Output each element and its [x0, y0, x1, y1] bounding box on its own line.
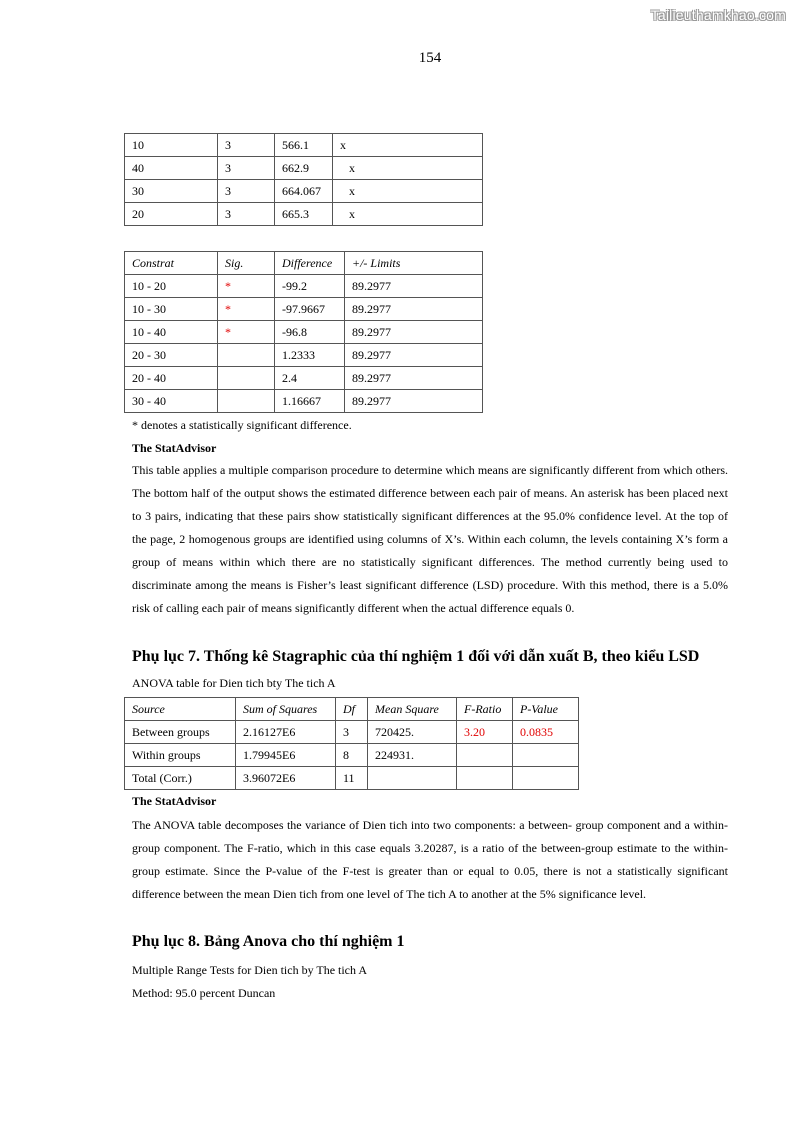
statadvisor-title: The StatAdvisor [132, 441, 217, 455]
table-row [125, 767, 579, 790]
mean-square-cell [368, 767, 457, 790]
group-cell: x [333, 134, 483, 157]
count-cell: 3 [218, 157, 275, 180]
table-row [125, 203, 483, 226]
df-cell: 3 [336, 721, 368, 744]
homogeneous-groups-table [124, 133, 483, 226]
column-header: P-Value [513, 698, 579, 721]
table-row [125, 721, 579, 744]
difference-cell: -96.8 [275, 321, 345, 344]
difference-cell: -99.2 [275, 275, 345, 298]
mean-square-cell: 224931. [368, 744, 457, 767]
significance-cell [218, 367, 275, 390]
f-ratio-cell [457, 744, 513, 767]
column-header: Sig. [218, 252, 275, 275]
table-row [125, 275, 483, 298]
table-row [125, 744, 579, 767]
mean-cell: 664.067 [275, 180, 333, 203]
statadvisor-title: The StatAdvisor [132, 794, 217, 808]
column-header: Sum of Squares [236, 698, 336, 721]
limits-cell: 89.2977 [345, 367, 483, 390]
table-row [125, 180, 483, 203]
column-header: Df [336, 698, 368, 721]
contrast-cell: 30 - 40 [125, 390, 218, 413]
level-cell: 20 [125, 203, 218, 226]
count-cell: 3 [218, 180, 275, 203]
limits-cell: 89.2977 [345, 321, 483, 344]
f-ratio-cell [457, 767, 513, 790]
contrast-cell: 20 - 30 [125, 344, 218, 367]
limits-cell: 89.2977 [345, 298, 483, 321]
group-cell: x [333, 157, 483, 180]
mean-square-cell: 720425. [368, 721, 457, 744]
df-cell: 11 [336, 767, 368, 790]
p-value-cell: 0.0835 [513, 721, 579, 744]
significance-cell: * [218, 275, 275, 298]
column-header: F-Ratio [457, 698, 513, 721]
difference-cell: 1.16667 [275, 390, 345, 413]
level-cell: 40 [125, 157, 218, 180]
contrast-cell: 10 - 40 [125, 321, 218, 344]
sum-of-squares-cell: 1.79945E6 [236, 744, 336, 767]
section-heading-7: Phụ lục 7. Thống kê Stagraphic của thí nghiệm 1 đối với dẫn xuất B, theo kiểu LSD [132, 648, 700, 665]
significance-cell: * [218, 321, 275, 344]
limits-cell: 89.2977 [345, 344, 483, 367]
difference-cell: -97.9667 [275, 298, 345, 321]
multiple-range-title: Multiple Range Tests for Dien tich by The tich A [132, 963, 368, 977]
significance-cell [218, 390, 275, 413]
limits-cell: 89.2977 [345, 390, 483, 413]
level-cell: 10 [125, 134, 218, 157]
group-cell: x [333, 203, 483, 226]
df-cell: 8 [336, 744, 368, 767]
contrast-cell: 10 - 20 [125, 275, 218, 298]
method-line: Method: 95.0 percent Duncan [132, 986, 276, 1000]
statadvisor-paragraph: The ANOVA table decomposes the variance of Dien tich into two components: a between- group component and a within- group component. The F-ratio, which in this case equals 3.20287, is a ratio of the between-group estimate to the within-group estimate. Since the P-value of the F-test is greater than or equal to 0.05, there is not a statistically significant difference between the mean Dien tich from one level of The tich A to another at the 5% significance level. [132, 818, 728, 901]
table-row [125, 298, 483, 321]
mean-cell: 665.3 [275, 203, 333, 226]
table-row [125, 321, 483, 344]
count-cell: 3 [218, 134, 275, 157]
statadvisor-paragraph: This table applies a multiple comparison procedure to determine which means are significantly different from which others. The bottom half of the output shows the estimated difference between each pair of means. An asterisk has been placed next to 3 pairs, indicating that these pairs show statistically significant differences at the 95.0% confidence level. At the top of the page, 2 homogenous groups are identified using columns of X’s. Within each column, the levels containing X’s form a group of means within which there are no statistically significant differences. The method currently being used to discriminate among the means is Fisher’s least significant difference (LSD) procedure. With this method, there is a 5.0% risk of calling each pair of means significantly different when the actual difference equals 0. [132, 463, 728, 615]
difference-cell: 1.2333 [275, 344, 345, 367]
table-header-row [125, 698, 579, 721]
contrast-cell: 20 - 40 [125, 367, 218, 390]
f-ratio-cell: 3.20 [457, 721, 513, 744]
contrast-cell: 10 - 30 [125, 298, 218, 321]
mean-cell: 566.1 [275, 134, 333, 157]
table-row [125, 390, 483, 413]
page-number: 154 [418, 50, 442, 66]
mean-cell: 662.9 [275, 157, 333, 180]
table-row [125, 367, 483, 390]
source-cell: Total (Corr.) [125, 767, 236, 790]
column-header: Constrat [125, 252, 218, 275]
sum-of-squares-cell: 2.16127E6 [236, 721, 336, 744]
column-header: Source [125, 698, 236, 721]
table-row [125, 134, 483, 157]
p-value-cell [513, 744, 579, 767]
table-header-row [125, 252, 483, 275]
p-value-cell [513, 767, 579, 790]
significance-cell [218, 344, 275, 367]
source-cell: Between groups [125, 721, 236, 744]
anova-table [124, 697, 579, 790]
level-cell: 30 [125, 180, 218, 203]
significance-cell: * [218, 298, 275, 321]
count-cell: 3 [218, 203, 275, 226]
watermark: Tailieuthamkhao.com [650, 7, 786, 23]
table-row [125, 344, 483, 367]
column-header: Difference [275, 252, 345, 275]
contrast-table [124, 251, 483, 413]
source-cell: Within groups [125, 744, 236, 767]
footnote: * denotes a statistically significant difference. [132, 418, 352, 432]
column-header: Mean Square [368, 698, 457, 721]
difference-cell: 2.4 [275, 367, 345, 390]
table-row [125, 157, 483, 180]
section-heading-8: Phụ lục 8. Bảng Anova cho thí nghiệm 1 [132, 933, 405, 950]
anova-caption: ANOVA table for Dien tich bty The tich A [132, 676, 336, 690]
group-cell: x [333, 180, 483, 203]
column-header: +/- Limits [345, 252, 483, 275]
sum-of-squares-cell: 3.96072E6 [236, 767, 336, 790]
limits-cell: 89.2977 [345, 275, 483, 298]
